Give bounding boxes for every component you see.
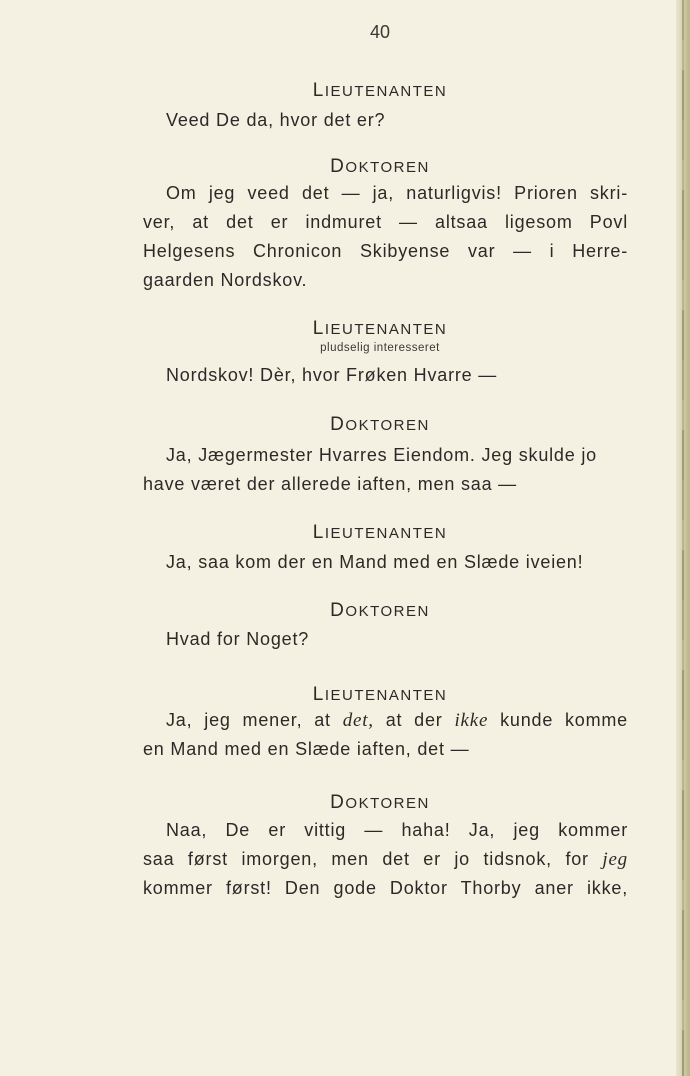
speaker-heading-lieutenant: LIEUTENANTEN [312, 684, 448, 705]
dialogue-line: Veed De da, hvor det er? [166, 110, 386, 130]
speaker-heading-lieutenant: LIEUTENANTEN [312, 318, 448, 339]
dialogue-text: Ja, jeg mener, at [166, 710, 343, 730]
speaker-heading-doctor: DOKTOREN [330, 792, 430, 813]
speaker-heading-doctor: DOKTOREN [330, 600, 430, 621]
dialogue-line: Hvad for Noget? [166, 629, 310, 649]
dialogue-line: Helgesens Chronicon Skibyense var — i Herre- [143, 241, 628, 261]
dialogue-text: kunde komme [488, 710, 628, 730]
dialogue-text: saa først imorgen, men det er jo tidsnok, for [143, 849, 603, 869]
dialogue-line [143, 844, 628, 875]
dialogue-line: Naa, De er vittig — haha! Ja, jeg kommer [166, 820, 628, 840]
dialogue-line: Om jeg veed det — ja, naturligvis! Prioren skri- [166, 183, 628, 203]
dialogue-line: have været der allerede iaften, men saa — [143, 474, 517, 494]
speaker-heading-doctor: DOKTOREN [330, 156, 430, 177]
emphasis-text: det, [342, 710, 374, 731]
page-number: 40 [369, 22, 391, 42]
dialogue-line: ver, at det er indmuret — altsaa ligesom Povl [143, 212, 628, 232]
speaker-heading-lieutenant: LIEUTENANTEN [312, 80, 448, 101]
speaker-heading-lieutenant: LIEUTENANTEN [312, 522, 448, 543]
emphasis-text: jeg [602, 849, 628, 870]
dialogue-line: en Mand med en Slæde iaften, det — [143, 739, 470, 759]
dialogue-line: kommer først! Den gode Doktor Thorby aner ikke, [143, 878, 628, 898]
dialogue-line: gaarden Nordskov. [143, 270, 308, 290]
speaker-heading-doctor: DOKTOREN [330, 414, 430, 435]
dialogue-line: Nordskov! Dèr, hvor Frøken Hvarre — [166, 365, 498, 385]
stage-direction: pludselig interesseret [320, 342, 440, 354]
dialogue-text: at der [373, 710, 455, 730]
dialogue-line [166, 705, 628, 736]
emphasis-text: ikke [454, 710, 489, 731]
dialogue-line: Ja, saa kom der en Mand med en Slæde iveien! [166, 552, 584, 572]
dialogue-line: Ja, Jægermester Hvarres Eiendom. Jeg skulde jo [166, 445, 597, 465]
